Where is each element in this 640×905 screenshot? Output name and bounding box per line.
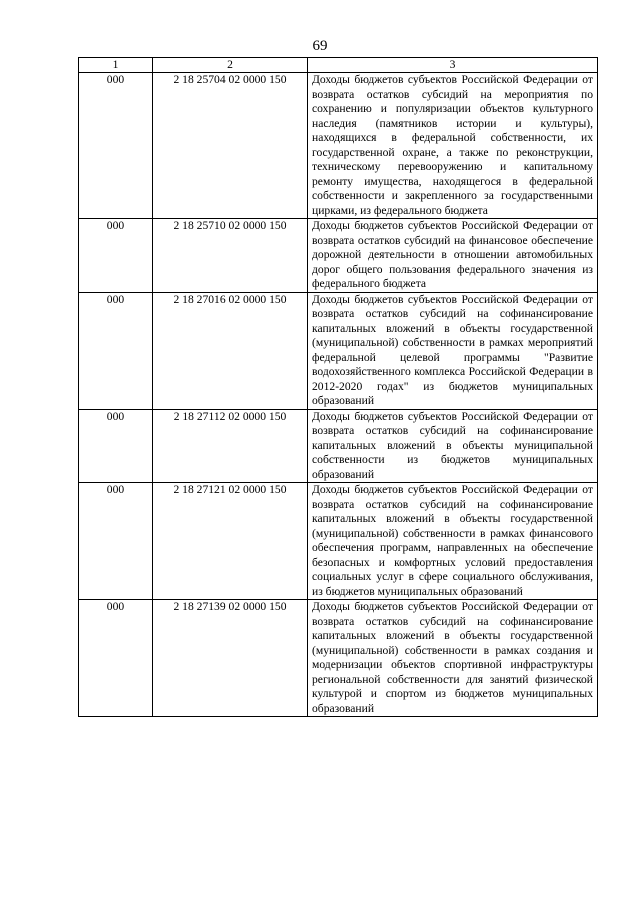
table-row: [79, 73, 598, 219]
kbk-code-cell: 2 18 27112 02 0000 150: [153, 409, 308, 483]
table-row: [79, 483, 598, 600]
table-header-row: [79, 58, 598, 73]
description-cell: Доходы бюджетов субъектов Российской Федерации от возврата остатков субсидий на софинансирование капитальных вложений в объекты государственной (муниципальной) собственности в рамках создания и модернизации объектов спортивной инфраструктуры региональной собственности для занятий физической культурой и спортом из бюджетов муниципальных образований: [308, 600, 598, 717]
description-cell: Доходы бюджетов субъектов Российской Федерации от возврата остатков субсидий на софинансирование капитальных вложений в объекты государственной (муниципальной) собственности в рамках мероприятий федеральной целевой программы "Развитие водохозяйственного комплекса Российской Федерации в 2012-2020 годах" из бюджетов муниципальных образований: [308, 292, 598, 409]
column-header-2: 2: [153, 58, 308, 73]
table-row: [79, 409, 598, 483]
kbk-code-cell: 2 18 25710 02 0000 150: [153, 219, 308, 293]
table-row: [79, 219, 598, 293]
admin-code-cell: 000: [79, 73, 153, 219]
admin-code-cell: 000: [79, 292, 153, 409]
description-cell: Доходы бюджетов субъектов Российской Федерации от возврата остатков субсидий на мероприятия по сохранению и популяризации объектов культурного наследия (памятников истории и культуры), находящихся в федеральной собственности, их государственной охране, а также по реконструкции, техническому перевооружению и капитальному ремонту имущества, находящегося в федеральной собственности и закрепленного за государственными цирками, из федерального бюджета: [308, 73, 598, 219]
budget-classification-table: [78, 57, 598, 717]
table-row: [79, 600, 598, 717]
admin-code-cell: 000: [79, 600, 153, 717]
kbk-code-cell: 2 18 27121 02 0000 150: [153, 483, 308, 600]
kbk-code-cell: 2 18 27139 02 0000 150: [153, 600, 308, 717]
table-row: [79, 292, 598, 409]
column-header-3: 3: [308, 58, 598, 73]
description-cell: Доходы бюджетов субъектов Российской Федерации от возврата остатков субсидий на софинансирование капитальных вложений в объекты муниципальной собственности из бюджетов муниципальных образований: [308, 409, 598, 483]
admin-code-cell: 000: [79, 219, 153, 293]
description-cell: Доходы бюджетов субъектов Российской Федерации от возврата остатков субсидий на софинансирование капитальных вложений в объекты государственной (муниципальной) собственности в рамках финансового обеспечения программ, направленных на обеспечение безопасных и комфортных условий предоставления социальных услуг в сфере социального обслуживания, из бюджетов муниципальных образований: [308, 483, 598, 600]
admin-code-cell: 000: [79, 483, 153, 600]
kbk-code-cell: 2 18 27016 02 0000 150: [153, 292, 308, 409]
description-cell: Доходы бюджетов субъектов Российской Федерации от возврата остатков субсидий на финансовое обеспечение дорожной деятельности в отношении автомобильных дорог общего пользования федерального значения из федерального бюджета: [308, 219, 598, 293]
column-header-1: 1: [79, 58, 153, 73]
admin-code-cell: 000: [79, 409, 153, 483]
kbk-code-cell: 2 18 25704 02 0000 150: [153, 73, 308, 219]
page-number: 69: [312, 38, 328, 54]
